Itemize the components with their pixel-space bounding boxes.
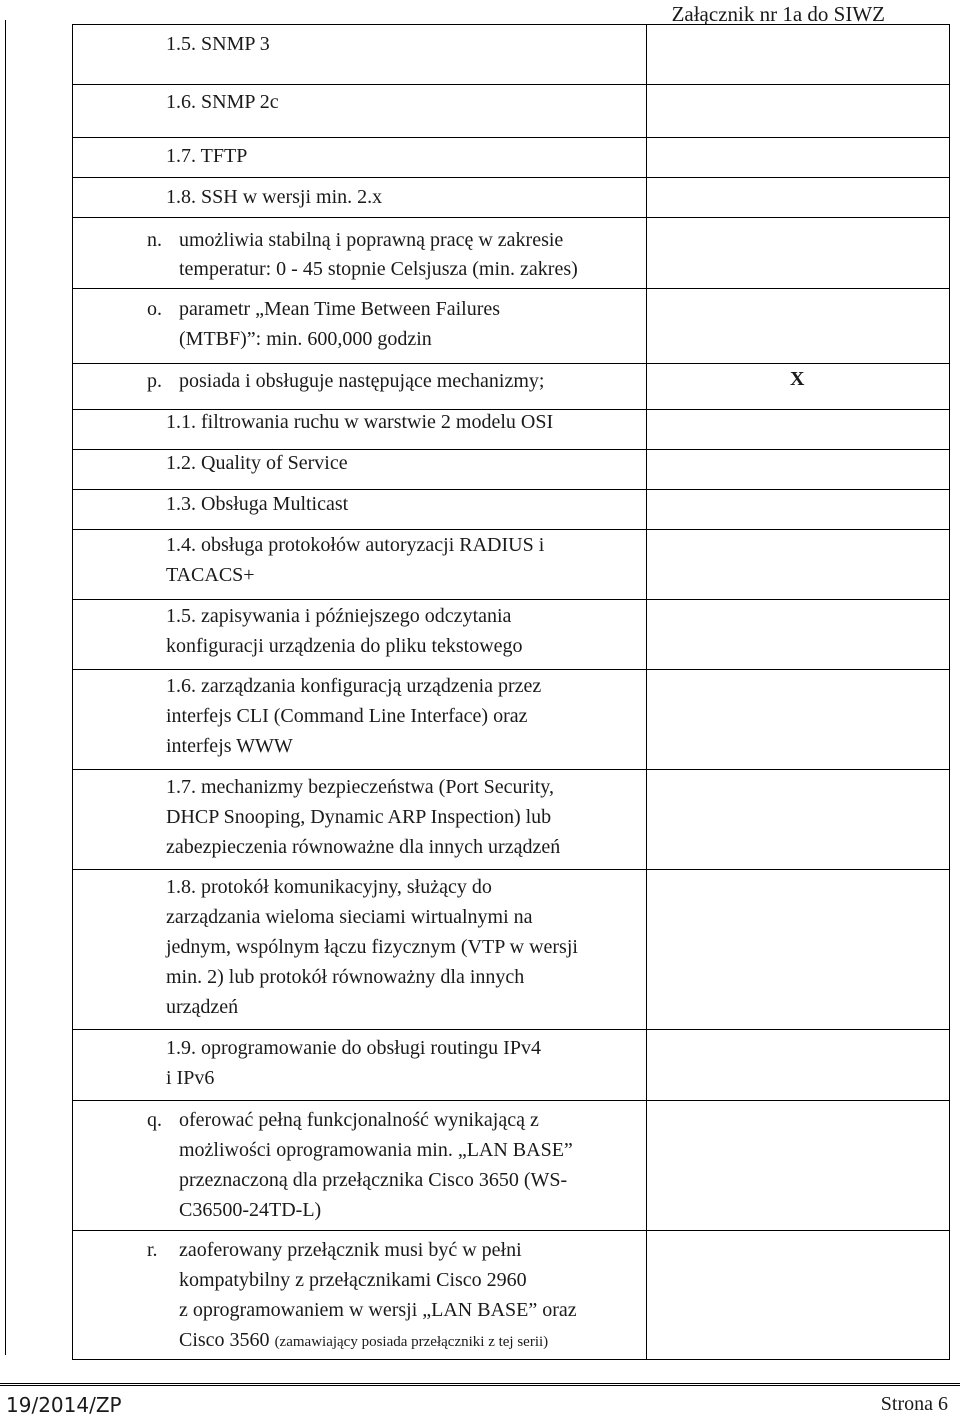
row-divider [73,1029,949,1030]
mechanism-1-8-line4: min. 2) lub protokół równoważny dla innych [166,966,525,988]
row-divider [73,669,949,670]
mechanism-1-6-line3: interfejs WWW [166,735,293,757]
item-r-line4-note: (zamawiający posiada przełączniki z tej serii) [274,1334,549,1350]
mechanism-1-7-line2: DHCP Snooping, Dynamic ARP Inspection) lub [166,806,552,828]
item-n-line2: temperatur: 0 - 45 stopnie Celsjusza (min. zakres) [179,258,578,280]
item-q-line3: przeznaczoną dla przełącznika Cisco 3650 (WS- [179,1169,568,1191]
left-margin-rule [5,20,6,1355]
protocol-item-tftp: 1.7. TFTP [166,145,248,167]
row-divider [73,869,949,870]
item-letter-n: n. [147,229,162,251]
item-o-line1: parametr „Mean Time Between Failures [179,298,501,320]
item-n-line1: umożliwia stabilną i poprawną pracę w zakresie [179,229,564,251]
page-number: Strona 6 [880,1393,948,1415]
item-r-line1: zaoferowany przełącznik musi być w pełni [179,1239,522,1261]
mechanism-1-8-line5: urządzeń [166,996,239,1018]
item-r-line3: z oprogramowaniem w wersji „LAN BASE” oraz [179,1299,577,1321]
row-divider [73,177,949,178]
item-p-line1: posiada i obsługuje następujące mechanizmy; [179,370,545,392]
mechanism-1-8-line1: 1.8. protokół komunikacyjny, służący do [166,876,492,898]
row-divider [73,1100,949,1101]
row-divider [73,1230,949,1231]
document-number: 19/2014/ZP [6,1393,122,1417]
protocol-item-snmp3: 1.5. SNMP 3 [166,33,270,55]
item-letter-p: p. [147,370,162,392]
mechanism-1-8-line3: jednym, wspólnym łączu fizycznym (VTP w wersji [166,936,578,958]
item-letter-q: q. [147,1109,162,1131]
row-divider [73,599,949,600]
mechanism-1-8-line2: zarządzania wieloma sieciami wirtualnymi na [166,906,533,928]
item-q-line1: oferować pełną funkcjonalność wynikającą z [179,1109,539,1131]
row-divider [73,137,949,138]
mechanism-1-9-line2: i IPv6 [166,1067,215,1089]
mechanism-1-5-line1: 1.5. zapisywania i późniejszego odczytania [166,605,512,627]
mechanism-1-7-line1: 1.7. mechanizmy bezpieczeństwa (Port Security, [166,776,555,798]
mechanism-1-6-line2: interfejs CLI (Command Line Interface) oraz [166,705,528,727]
row-divider [73,363,949,364]
mechanism-1-1: 1.1. filtrowania ruchu w warstwie 2 modelu OSI [166,411,554,433]
annex-header: Załącznik nr 1a do SIWZ [671,2,885,26]
compliance-mark: X [790,368,805,390]
item-r-line4-main: Cisco 3560 [179,1329,270,1351]
row-divider [73,217,949,218]
item-r-line4 [179,1325,548,1357]
mechanism-1-2: 1.2. Quality of Service [166,452,348,474]
mechanism-1-5-line2: konfiguracji urządzenia do pliku tekstowego [166,635,523,657]
mechanism-1-4-line2: TACACS+ [166,564,255,586]
protocol-item-ssh: 1.8. SSH w wersji min. 2.x [166,186,383,208]
mechanism-1-9-line1: 1.9. oprogramowanie do obsługi routingu IPv4 [166,1037,541,1059]
item-q-line4: C36500-24TD-L) [179,1199,322,1221]
column-separator [646,25,647,1359]
item-o-line2: (MTBF)”: min. 600,000 godzin [179,328,432,350]
mechanism-1-3: 1.3. Obsługa Multicast [166,493,349,515]
row-divider [73,288,949,289]
protocol-item-snmp2c: 1.6. SNMP 2c [166,91,279,113]
row-divider [73,769,949,770]
footer-rule [0,1383,960,1386]
item-letter-o: o. [147,298,162,320]
mechanism-1-4-line1: 1.4. obsługa protokołów autoryzacji RADIUS i [166,534,545,556]
row-divider [73,84,949,85]
mechanism-1-6-line1: 1.6. zarządzania konfiguracją urządzenia przez [166,675,542,697]
item-r-line2: kompatybilny z przełącznikami Cisco 2960 [179,1269,527,1291]
item-q-line2: możliwości oprogramowania min. „LAN BASE” [179,1139,573,1161]
mechanism-1-7-line3: zabezpieczenia równoważne dla innych urządzeń [166,836,561,858]
item-letter-r: r. [147,1239,158,1261]
